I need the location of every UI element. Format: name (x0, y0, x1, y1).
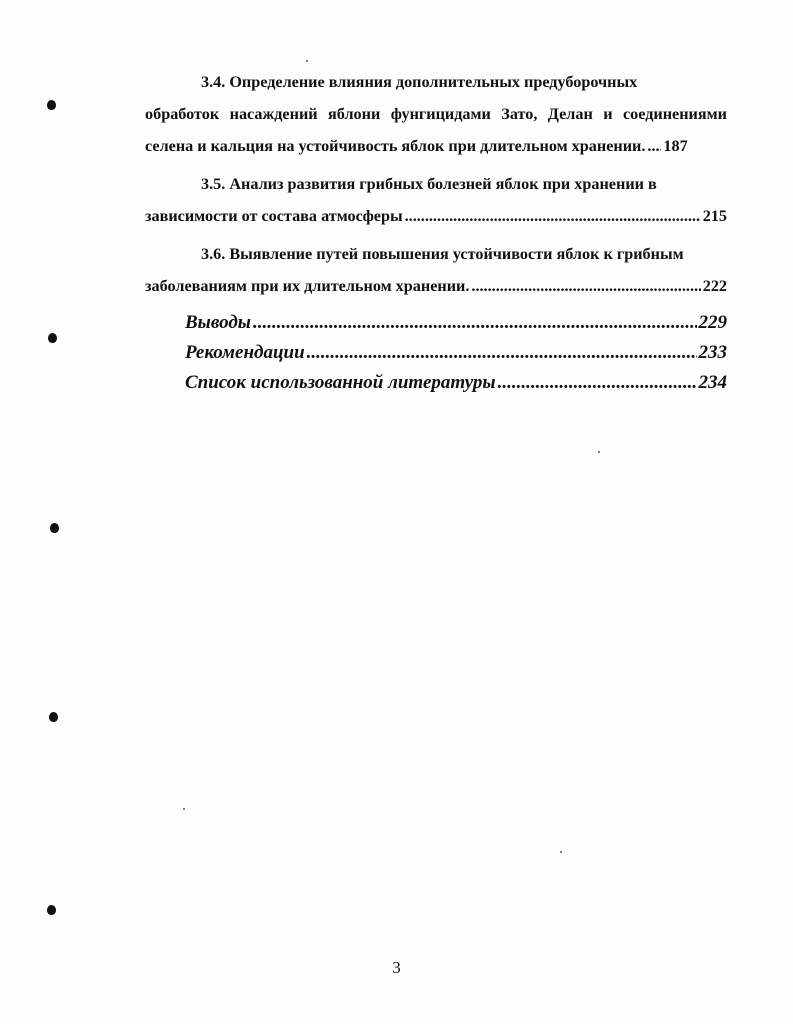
binding-hole-mark (48, 333, 57, 343)
toc-entry-conclusions[interactable] (185, 308, 727, 338)
toc-entry-line (145, 270, 727, 302)
dot-leader (647, 130, 661, 162)
toc-entry-title: Рекомендации (185, 342, 305, 363)
toc-entry-line (145, 200, 727, 232)
toc-entry-3-4[interactable] (145, 66, 727, 162)
toc-page-number: 222 (702, 277, 727, 295)
scan-speck (183, 808, 185, 810)
dot-leader (498, 368, 697, 398)
toc-page-number: 229 (698, 312, 727, 333)
binding-hole-mark (47, 905, 56, 915)
binding-hole-mark (50, 523, 59, 533)
toc-entry-recommendations[interactable] (185, 338, 727, 368)
toc-entry-3-5[interactable] (145, 168, 727, 232)
toc-entry-title: Выводы (185, 312, 251, 333)
toc-entry-line: 3.5. Анализ развития грибных болезней яблок при хранении в (201, 175, 657, 193)
toc-entry-line: 3.6. Выявление путей повышения устойчивости яблок к грибным (201, 245, 684, 263)
toc-entry-line (145, 130, 727, 162)
toc-entry-title: Список использованной литературы (185, 372, 496, 393)
binding-hole-mark (47, 100, 56, 110)
toc-page-number: 234 (698, 372, 727, 393)
toc-entry-text: зависимости от состава атмосферы (145, 207, 403, 225)
toc-page-number: 187 (663, 137, 688, 155)
dot-leader (471, 270, 700, 302)
scan-speck (306, 60, 308, 62)
toc-entry-references[interactable] (185, 368, 727, 398)
dot-leader (253, 308, 697, 338)
toc-entry-text: селена и кальция на устойчивость яблок при длительном хранении. (145, 137, 646, 155)
scan-speck (560, 851, 562, 853)
toc-entry-text: заболеваниям при их длительном хранении. (145, 277, 470, 295)
toc-entry-3-6[interactable] (145, 238, 727, 302)
toc-entry-line: обработок насаждений яблони фунгицидами Зато, Делан и соединениями (145, 105, 727, 123)
toc-page-number: 215 (702, 207, 727, 225)
toc-entry-line: 3.4. Определение влияния дополнительных предуборочных (201, 73, 638, 91)
dot-leader (307, 338, 697, 368)
scan-speck (598, 451, 600, 453)
page-number: 3 (392, 958, 401, 977)
table-of-contents (145, 66, 727, 398)
toc-page-number: 233 (698, 342, 727, 363)
dot-leader (405, 200, 701, 232)
binding-hole-mark (49, 712, 58, 722)
